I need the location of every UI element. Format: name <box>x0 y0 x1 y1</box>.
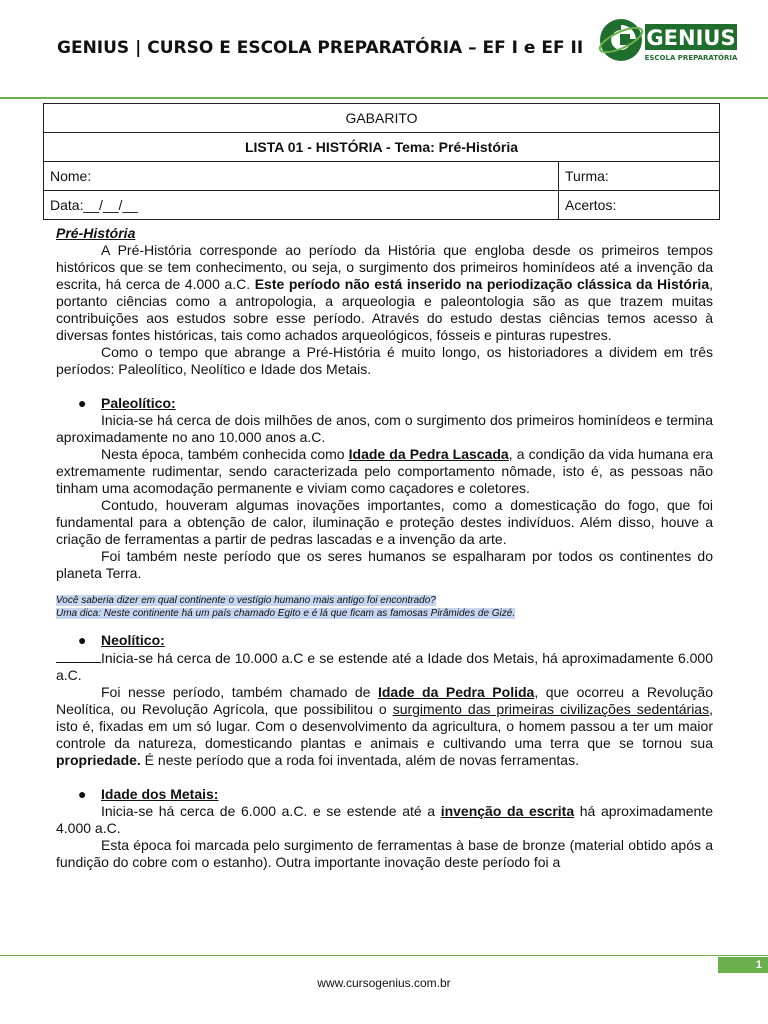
logo-subtext: ESCOLA PREPARATÓRIA <box>644 54 738 62</box>
logo-text: GENIUS <box>646 26 736 50</box>
header-title: GENIUS | CURSO E ESCOLA PREPARATÓRIA – EF I e EF II <box>57 38 584 58</box>
header-divider <box>0 97 768 99</box>
paleolitico-p4: Foi também neste período que os seres humanos se espalharam por todos os continentes do planeta Terra. <box>56 548 713 581</box>
info-table <box>43 103 720 220</box>
class-field[interactable]: Turma: <box>559 162 720 191</box>
paleolitico-p2: Nesta época, também conhecida como Idade da Pedra Lascada, a condição da vida humana era extremamente rudimentar, sendo caracterizada pelo comportamento nômade, isto é, as pessoas não tinham uma acomodação permanente e viviam como caçadores e coletores. <box>56 446 713 496</box>
page-number: 1 <box>718 957 768 973</box>
hint-text: Uma dica: Neste continente há um país chamado Egito e é lá que ficam as famosas Pirâmides de Gizé. <box>56 608 516 619</box>
fill-line <box>56 649 101 663</box>
list-title-cell: LISTA 01 - HISTÓRIA - Tema: Pré-História <box>44 133 720 162</box>
periods-paragraph: Como o tempo que abrange a Pré-História é muito longo, os historiadores a dividem em três períodos: Paleolítico, Neolítico e Idade dos Metais. <box>56 344 713 377</box>
metais-heading: ● Idade dos Metais: <box>78 786 219 802</box>
paleolitico-p3: Contudo, houveram algumas inovações importantes, como a domesticação do fogo, que foi fundamental para a obtenção de calor, iluminação e proteção destes indivíduos. Além disso, houve a criação de ferramentas a partir de pedras lascadas e a invenção da arte. <box>56 497 713 547</box>
genius-logo <box>597 16 739 66</box>
gabarito-cell: GABARITO <box>44 104 720 133</box>
metais-p2: Esta época foi marcada pelo surgimento de ferramentas à base de bronze (material obtido após a fundição do cobre com o estanho). Outra importante inovação deste período foi a <box>56 837 713 870</box>
name-field[interactable]: Nome: <box>44 162 559 191</box>
section-title: Pré-História <box>56 225 136 241</box>
paleolitico-p1: Inicia-se há cerca de dois milhões de anos, com o surgimento dos primeiros hominídeos e termina aproximadamente no ano 10.000 anos a.C. <box>56 412 713 445</box>
footer-divider <box>0 955 768 956</box>
score-field[interactable]: Acertos: <box>559 191 720 220</box>
footer-url: www.cursogenius.com.br <box>317 976 451 990</box>
document-body <box>56 225 713 871</box>
question-text: Você saberia dizer em qual continente o vestígio humano mais antigo foi encontrado? <box>56 595 436 606</box>
paleolitico-heading: ● Paleolítico: <box>78 395 176 411</box>
neolitico-p2: Foi nesse período, também chamado de Idade da Pedra Polida, que ocorreu a Revolução Neolítica, ou Revolução Agrícola, que possibilitou o surgimento das primeiras civilizações sedentárias, isto é, fixadas em um só lugar. Com o desenvolvimento da agricultura, o homem passou a ter um maior controle da natureza, domesticando plantas e animais e cultivando uma terra que se tornou sua propriedade. É neste período que a roda foi inventada, além de novas ferramentas. <box>56 684 713 768</box>
date-field[interactable]: Data:__/__/__ <box>44 191 559 220</box>
neolitico-heading: ● Neolítico: <box>78 632 165 648</box>
neolitico-p1: Inicia-se há cerca de 10.000 a.C e se estende até a Idade dos Metais, há aproximadamente 6.000 a.C. <box>56 650 713 683</box>
page-header <box>0 0 768 100</box>
intro-paragraph: A Pré-História corresponde ao período da História que engloba desde os primeiros tempos históricos que se tem conhecimento, ou seja, o surgimento dos primeiros hominídeos até a invenção da escrita, há cerca de 4.000 a.C. Este período não está inserido na periodização clássica da História, portanto ciências como a antropologia, a arqueologia e paleontologia são as que trazem muitas contribuições aos estudos sobre esse período. Através do estudo destas ciências temos acesso à diversas fontes históricas, tais como achados arqueológicos, fósseis e pinturas rupestres. <box>56 242 713 343</box>
metais-p1: Inicia-se há cerca de 6.000 a.C. e se estende até a invenção da escrita há aproximadamente 4.000 a.C. <box>56 803 714 836</box>
